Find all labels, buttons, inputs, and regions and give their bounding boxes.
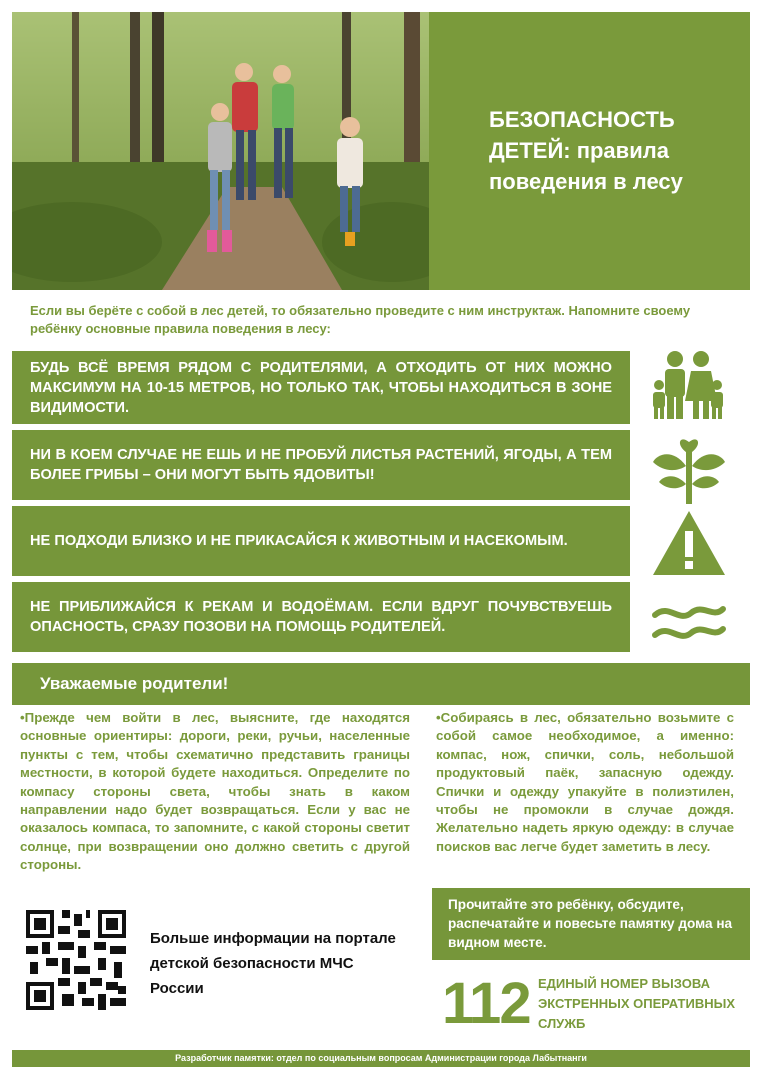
rule-3-text: НЕ ПОДХОДИ БЛИЗКО И НЕ ПРИКАСАЙСЯ К ЖИВОТНЫМ И НАСЕКОМЫМ. [30, 533, 568, 549]
emergency-number-label: ЕДИНЫЙ НОМЕР ВЫЗОВА ЭКСТРЕННЫХ ОПЕРАТИВНЫХ СЛУЖБ [538, 976, 735, 1031]
parents-advice-left: •Прежде чем войти в лес, выясните, где находятся основные ориентиры: дороги, реки, ручьи, населенные пункты с тем, чтобы схематично представить границы местности, в которой будете находиться. Определите по компасу стороны света, чтобы знать в каком направлении надо будет возвращаться. Если у вас не оказалось компаса, то запомните, с какой стороны светит солнце, при возвращении оно должно светить с другой стороны. [20, 710, 410, 873]
read-to-child-note: Прочитайте это ребёнку, обсудите, распечатайте и повесьте памятку дома на видном месте. [432, 888, 750, 960]
footer-credits: Разработчик памятки: отдел по социальным вопросам Администрации города Лабытнанги [12, 1050, 750, 1067]
rule-4-text: НЕ ПРИБЛИЖАЙСЯ К РЕКАМ И ВОДОЁМАМ. ЕСЛИ ВДРУГ ПОЧУВСТВУЕШЬ ОПАСНОСТЬ, СРАЗУ ПОЗОВИ НА ПОМОЩЬ РОДИТЕЛЕЙ. [30, 599, 612, 635]
emergency-number: 112 [442, 971, 530, 1036]
title-panel [429, 12, 750, 290]
rule-3 [12, 506, 630, 576]
rule-1-text: БУДЬ ВСЁ ВРЕМЯ РЯДОМ С РОДИТЕЛЯМИ, А ОТХОДИТЬ ОТ НИХ МОЖНО МАКСИМУМ НА 10-15 МЕТРОВ, НО ТОЛЬКО ТАК, ЧТОБЫ НАХОДИТЬСЯ В ЗОНЕ ВИДИМОСТИ. [30, 359, 612, 416]
water-icon [649, 585, 729, 657]
family-forest-photo [12, 12, 429, 290]
rule-2-text: НИ В КОЕМ СЛУЧАЕ НЕ ЕШЬ И НЕ ПРОБУЙ ЛИСТЬЯ РАСТЕНИЙ, ЯГОДЫ, А ТЕМ БОЛЕЕ ГРИБЫ – ОНИ МОГУТ БЫТЬ ЯДОВИТЫ! [30, 447, 612, 483]
safety-poster [12, 12, 750, 1070]
forest-scene [12, 12, 429, 290]
family-icon [649, 349, 729, 421]
parents-heading: Уважаемые родители! [12, 663, 750, 705]
intro-text: Если вы берёте с собой в лес детей, то обязательно проведите с ним инструктаж. Напомните своему ребёнку основные правила поведения в лесу: [30, 303, 691, 336]
rule-2 [12, 430, 630, 500]
rule-1 [12, 351, 630, 424]
portal-info: Больше информации на портале детской безопасности МЧС России [150, 930, 396, 997]
plant-icon [649, 432, 729, 504]
warning-icon [649, 507, 729, 579]
parents-advice-right: •Собираясь в лес, обязательно возьмите с собой самое необходимое, а именно: компас, нож, спички, соль, небольшой продуктовый паёк, запасную одежду. Спички и одежду упакуйте в полиэтилен, чтобы не промокли в случае дождя. Желательно надеть яркую одежду: в случае поисков вас легче будет заметить в лесу. [436, 710, 734, 854]
poster-title: БЕЗОПАСНОСТЬ ДЕТЕЙ: правила поведения в лесу [489, 107, 683, 194]
rule-4 [12, 582, 630, 652]
qr-code[interactable] [26, 910, 126, 1010]
